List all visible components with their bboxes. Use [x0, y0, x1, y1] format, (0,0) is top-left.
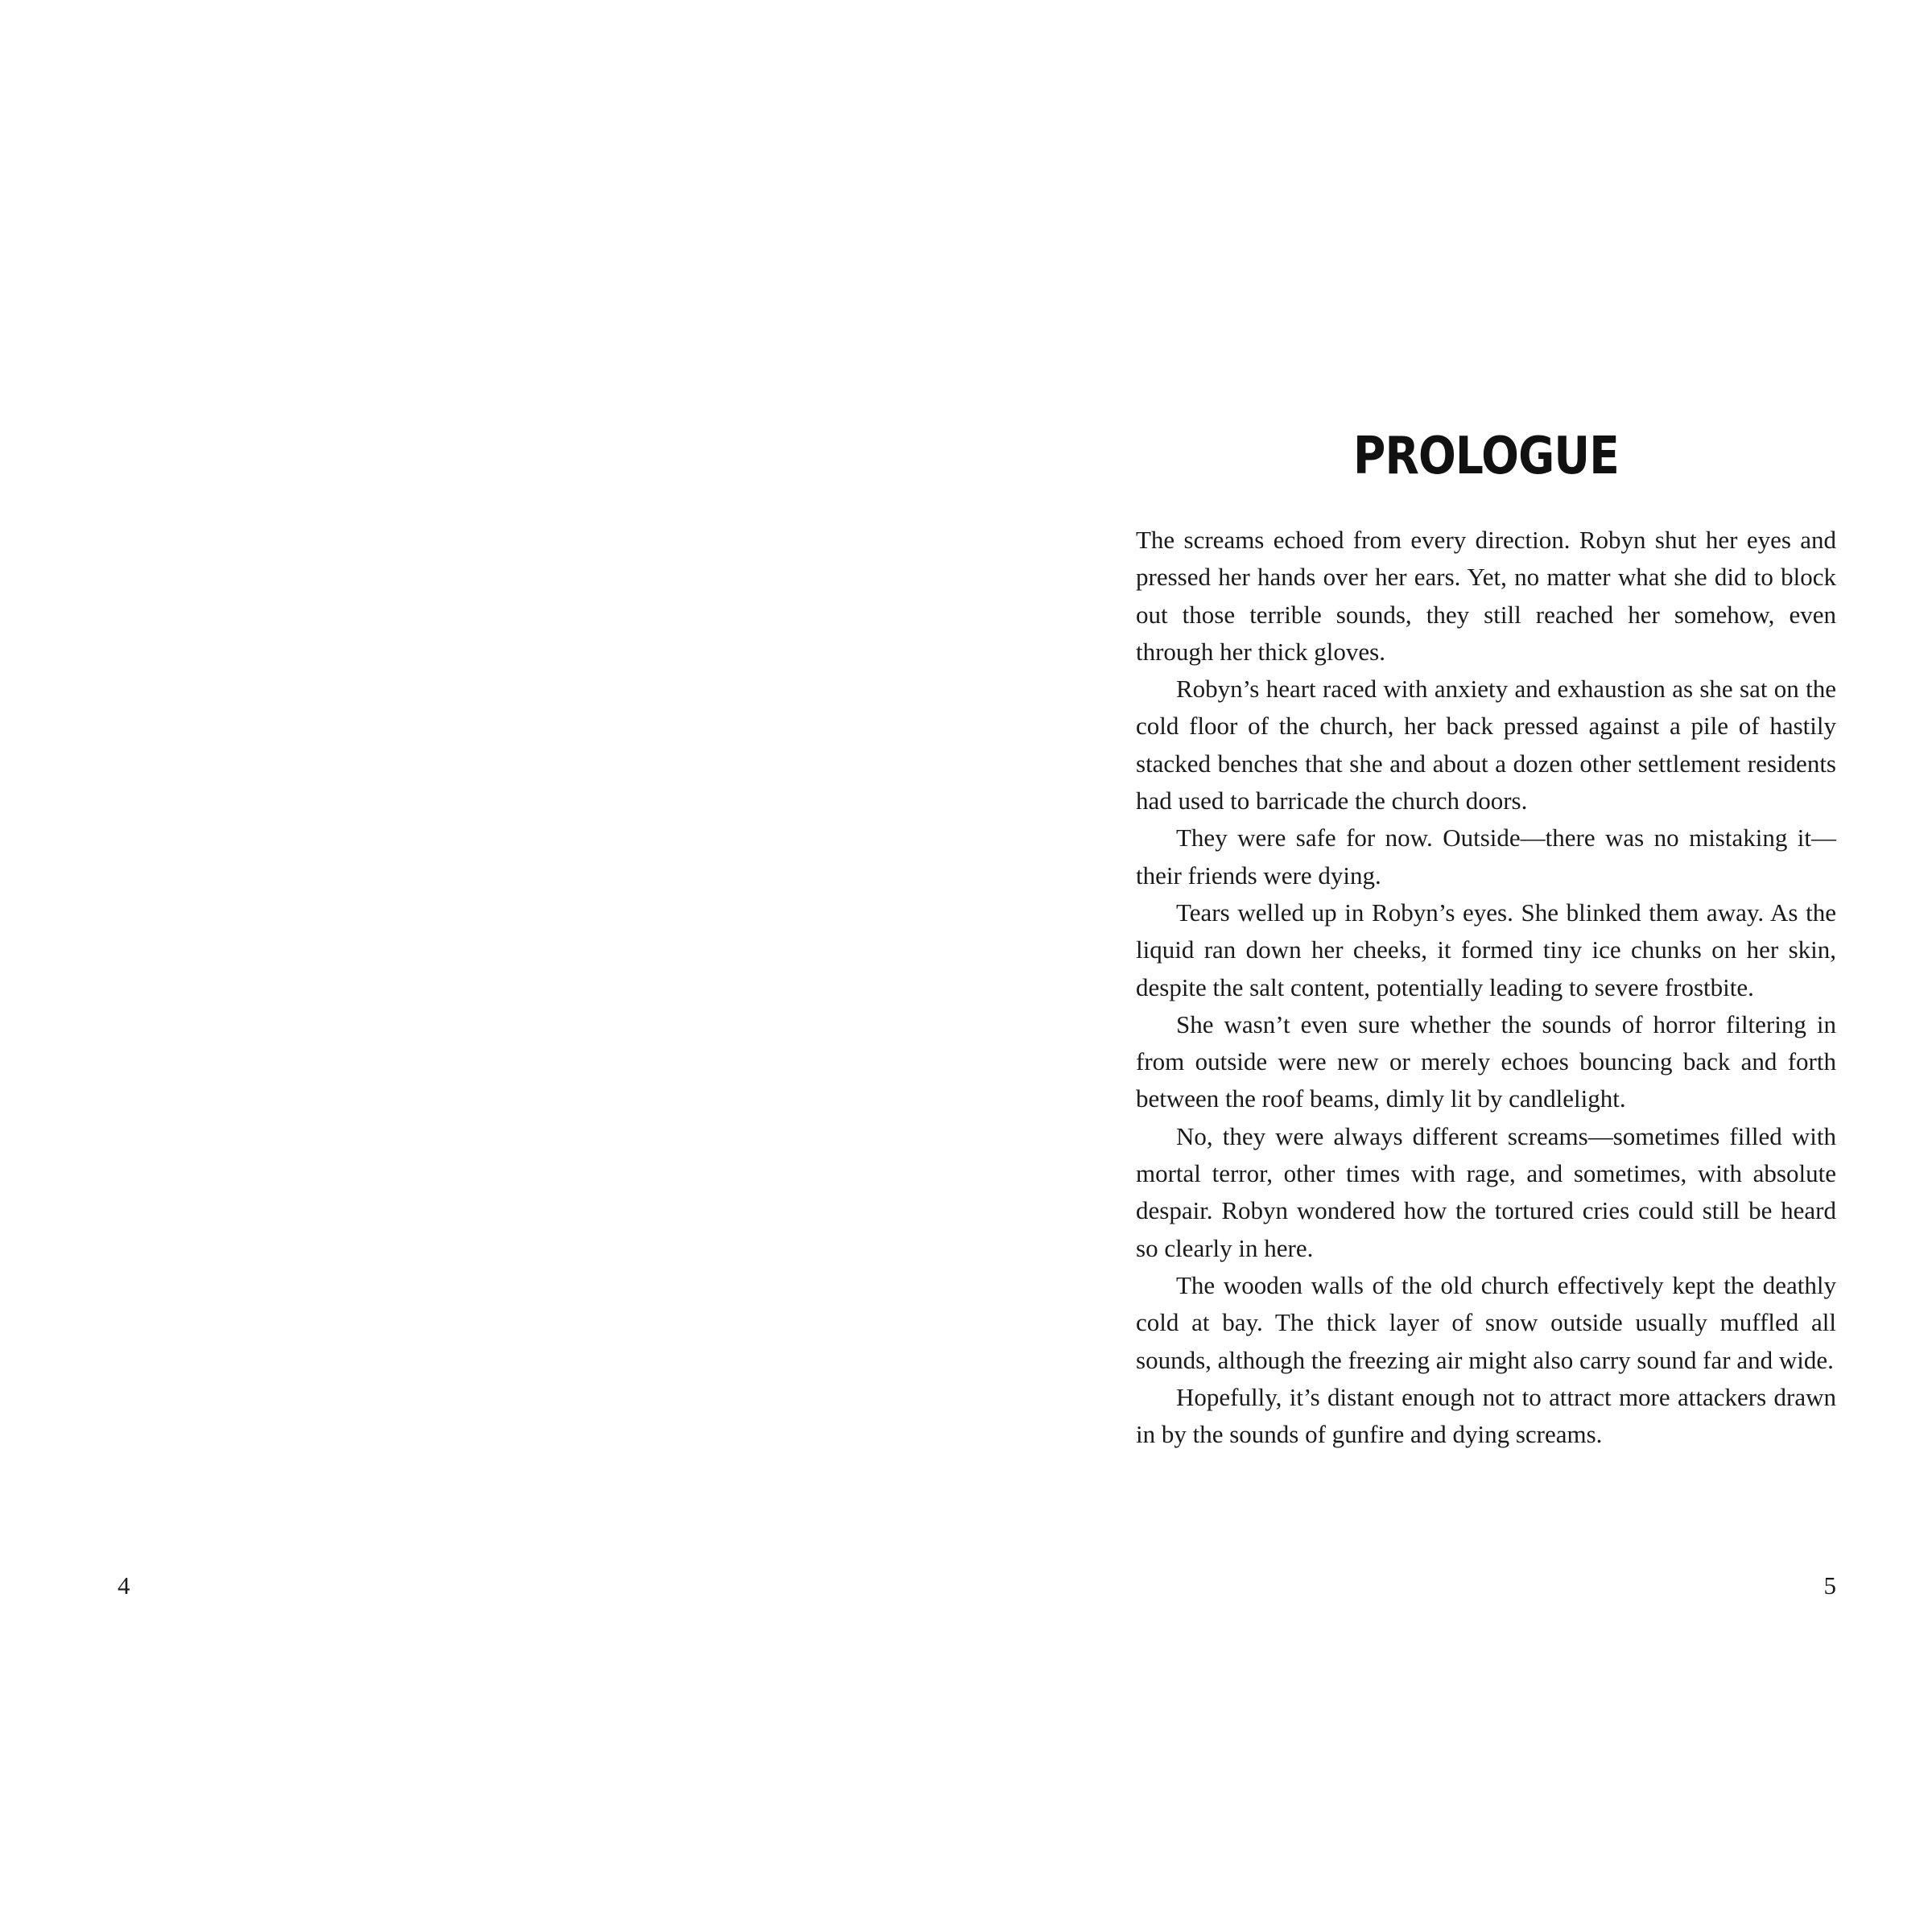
paragraph-7: The wooden walls of the old church effectively kept the deathly cold at bay. The thick layer of snow outside usually muffled all sounds, although the freezing air might also carry sound far and wide.: [1136, 1270, 1836, 1374]
paragraph-3: They were safe for now. Outside—there was no mistaking it—their friends were dying.: [1136, 824, 1836, 890]
chapter-body: [1136, 522, 1836, 1453]
paragraph-1: The screams echoed from every direction. Robyn shut her eyes and pressed her hands over her ears. Yet, no matter what she did to block out those terrible sounds, they still reached her somehow, even through her thick gloves.: [1136, 526, 1836, 666]
paragraph-5: She wasn’t even sure whether the sounds of horror filtering in from outside were new or merely echoes bouncing back and forth between the roof beams, dimly lit by candlelight.: [1136, 1009, 1836, 1113]
paragraph-2: Robyn’s heart raced with anxiety and exhaustion as she sat on the cold floor of the church, her back pressed against a pile of hastily stacked benches that she and about a dozen other settlement residents had used to barricade the church doors.: [1136, 675, 1836, 815]
page-number-right: 5: [1823, 1571, 1836, 1600]
page-number-left: 4: [118, 1571, 130, 1600]
paragraph-4: Tears welled up in Robyn’s eyes. She blinked them away. As the liquid ran down her cheeks, it formed tiny ice chunks on her skin, despite the salt content, potentially leading to severe frostbite.: [1136, 898, 1836, 1001]
paragraph-6: No, they were always different screams—sometimes filled with mortal terror, other times with rage, and sometimes, with absolute despair. Robyn wondered how the tortured cries could still be heard so clearly in here.: [1136, 1121, 1836, 1262]
chapter-title: PROLOGUE: [1353, 427, 1619, 486]
paragraph-8: Hopefully, it’s distant enough not to attract more attackers drawn in by the sounds of gunfire and dying screams.: [1136, 1382, 1836, 1449]
